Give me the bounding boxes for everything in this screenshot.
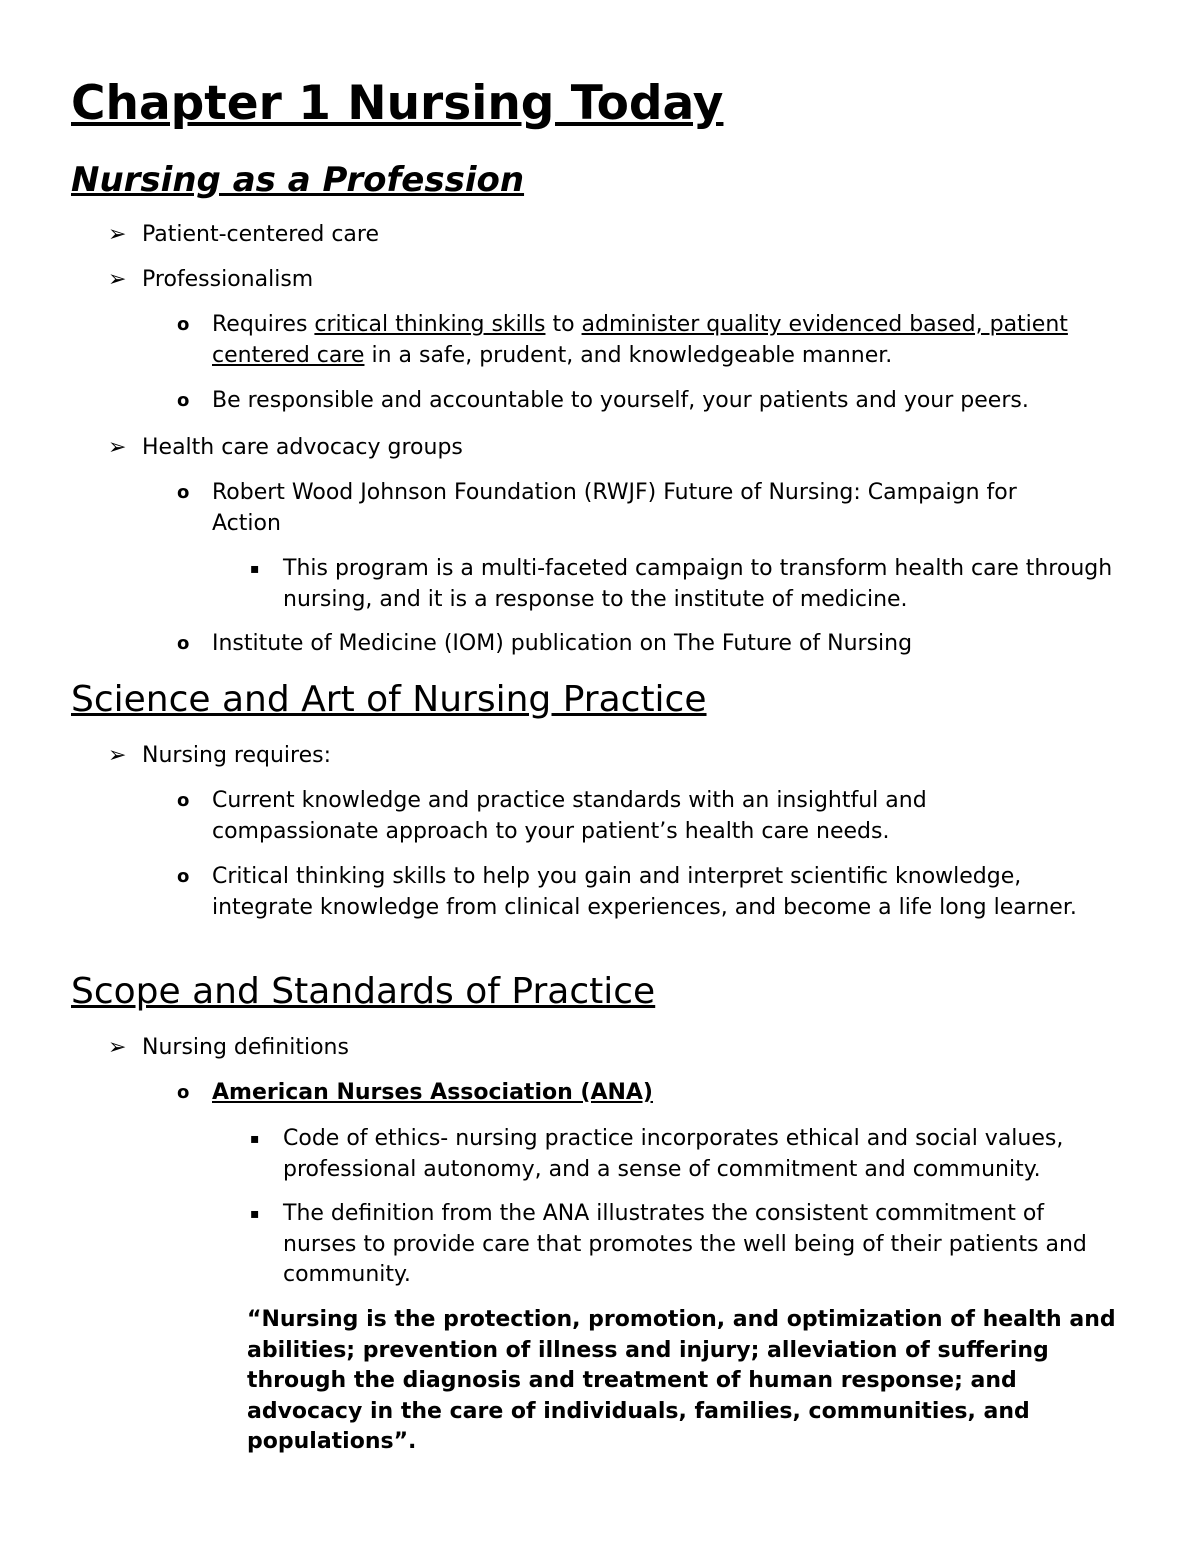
circle-bullet-icon: o [177,790,190,811]
circle-bullet-icon: o [177,482,190,503]
list-item: The definition from the ANA illustrates the consistent commitment of nurses to provide care that promotes the well being of their patients and community. [283,1201,1087,1287]
section-heading-scope-standards: Scope and Standards of Practice [71,971,656,1012]
text: in a safe, prudent, and knowledgeable manner. [364,342,893,368]
square-bullet-icon: ▪ [250,561,260,577]
list-item: Nursing definitions [142,1035,349,1060]
underlined-text: administer quality evidenced based, patient centered care [212,312,1068,368]
arrow-bullet-icon: ➢ [108,267,127,292]
circle-bullet-icon: o [177,390,190,411]
page-title: Chapter 1 Nursing Today [71,76,724,131]
list-item: Be responsible and accountable to yourself, your patients and your peers. [212,388,1029,413]
list-item: Professionalism [142,267,314,292]
text: Requires [212,312,315,337]
section-heading-science-art: Science and Art of Nursing Practice [71,679,707,720]
arrow-bullet-icon: ➢ [108,435,127,460]
arrow-bullet-icon: ➢ [108,1035,127,1060]
circle-bullet-icon: o [177,1082,190,1103]
list-item [212,310,1142,371]
list-item: Patient-centered care [142,222,380,247]
circle-bullet-icon: o [177,866,190,887]
list-item: Institute of Medicine (IOM) publication on The Future of Nursing [212,631,913,656]
list-item: Current knowledge and practice standards with an insightful and compassionate approach to your patient’s health care needs. [212,788,927,844]
arrow-bullet-icon: ➢ [108,222,127,247]
section-heading-nursing-profession: Nursing as a Profession [71,160,525,200]
list-item: Robert Wood Johnson Foundation (RWJF) Future of Nursing: Campaign for Action [212,480,1017,536]
circle-bullet-icon: o [177,314,190,335]
underlined-text: critical thinking skills [314,312,546,337]
list-item: Nursing requires: [142,743,332,768]
square-bullet-icon: ▪ [250,1206,260,1222]
circle-bullet-icon: o [177,633,190,654]
text: to [545,312,582,337]
list-item: Critical thinking skills to help you gain and interpret scientific knowledge, integrate knowledge from clinical experiences, and become a life long learner. [212,864,1077,920]
list-item: Code of ethics- nursing practice incorporates ethical and social values, professional autonomy, and a sense of commitment and community. [283,1126,1064,1182]
arrow-bullet-icon: ➢ [108,743,127,768]
list-item-ana: American Nurses Association (ANA) [212,1080,653,1105]
square-bullet-icon: ▪ [250,1131,260,1147]
ana-definition-quote: “Nursing is the protection, promotion, and optimization of health and abilities; prevention of illness and injury; alleviation of suffering through the diagnosis and treatment of human response; and advocacy in the care of individuals, families, communities, and populations”. [247,1307,1116,1454]
list-item: Health care advocacy groups [142,435,463,460]
list-item: This program is a multi-faceted campaign to transform health care through nursing, and it is a response to the institute of medicine. [283,556,1113,612]
